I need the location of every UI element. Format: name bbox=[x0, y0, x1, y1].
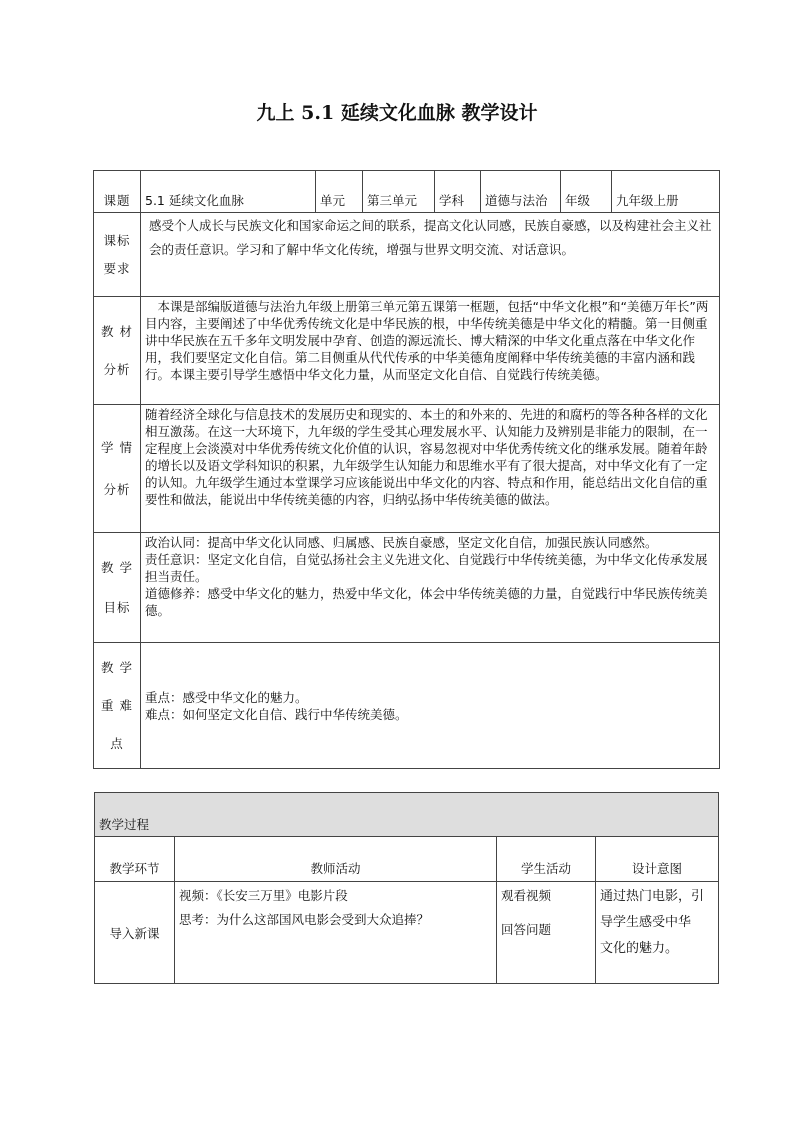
student-activity: 回答问题 bbox=[501, 922, 552, 937]
goal-item: 道德修养：感受中华文化的魅力，热爱中华文化，体会中华传统美德的力量，自觉践行中华民族传统美德。 bbox=[145, 586, 708, 618]
standard-label-line: 课标 bbox=[103, 232, 131, 248]
stage-cell: 导入新课 bbox=[95, 882, 175, 984]
teacher-activity: 思考：为什么这部国风电影会受到大众追捧？ bbox=[179, 912, 430, 927]
lesson-info-table bbox=[93, 170, 720, 769]
process-title-row bbox=[95, 793, 719, 837]
standard-label bbox=[94, 213, 141, 297]
keypoints-label-line: 点 bbox=[110, 735, 124, 751]
intent-line: 文化的魅力。 bbox=[600, 941, 679, 956]
info-row bbox=[94, 171, 720, 213]
intent-line: 导学生感受中华 bbox=[600, 915, 692, 930]
unit-label: 单元 bbox=[316, 171, 363, 213]
grade-label: 年级 bbox=[561, 171, 612, 213]
process-row bbox=[95, 882, 719, 984]
grade-value: 九年级上册 bbox=[612, 171, 720, 213]
students-text: 随着经济全球化与信息技术的发展历史和现实的、本土的和外来的、先进的和腐朽的等各种各样的文化相互激荡。在这一大环境下，九年级的学生受其心理发展水平、认知能力及辨别是非能力的限制，在一定程度上会淡漠对中华优秀传统文化价值的认识，容易忽视对中华优秀传统文化的继承发展。随着年龄的增长以及语文学科知识的积累，九年级学生认知能力和思维水平有了很大提高，对中华文化有了一定的认知。九年级学生通过本堂课学习应该能说出中华文化的内容、特点和作用，能总结出文化自信的重要性和做法，能说出中华传统美德的内容，归纳弘扬中华传统美德的做法。 bbox=[141, 405, 720, 533]
keypoints-label bbox=[94, 643, 141, 769]
goal-item: 责任意识：坚定文化自信，自觉弘扬社会主义先进文化、自觉践行中华传统美德，为中华文化传承发展担当责任。 bbox=[145, 552, 708, 584]
standard-row bbox=[94, 213, 720, 297]
keypoints-label-line: 教 学 bbox=[101, 659, 133, 675]
goals-row bbox=[94, 533, 720, 643]
material-row bbox=[94, 297, 720, 405]
goals-cell bbox=[141, 533, 720, 643]
students-label bbox=[94, 405, 141, 533]
students-label-line: 学 情 bbox=[101, 439, 133, 455]
standard-text: 感受个人成长与民族文化和国家命运之间的联系，提高文化认同感，民族自豪感，以及构建社会主义社会的责任意识。学习和了解中华文化传统，增强与世界文明交流、对话意识。 bbox=[141, 213, 720, 297]
difficult-point: 难点：如何坚定文化自信、践行中华传统美德。 bbox=[145, 707, 408, 722]
teacher-cell bbox=[175, 882, 497, 984]
intent-cell bbox=[596, 882, 719, 984]
students-label-line: 分析 bbox=[103, 481, 131, 497]
goals-label bbox=[94, 533, 141, 643]
standard-label-line: 要求 bbox=[103, 260, 131, 276]
topic-label: 课题 bbox=[94, 171, 141, 213]
header-intent: 设计意图 bbox=[596, 837, 719, 882]
process-title: 教学过程 bbox=[95, 793, 719, 837]
header-stage: 教学环节 bbox=[95, 837, 175, 882]
keypoints-cell bbox=[141, 643, 720, 769]
students-row bbox=[94, 405, 720, 533]
material-label bbox=[94, 297, 141, 405]
header-student: 学生活动 bbox=[497, 837, 596, 882]
process-header-row bbox=[95, 837, 719, 882]
material-label-line: 教 材 bbox=[101, 323, 133, 339]
goals-label-line: 教 学 bbox=[101, 559, 133, 575]
student-activity: 观看视频 bbox=[501, 888, 552, 903]
keypoints-label-line: 重 难 bbox=[101, 697, 133, 713]
teacher-activity: 视频：《长安三万里》电影片段 bbox=[179, 888, 348, 903]
header-teacher: 教师活动 bbox=[175, 837, 497, 882]
intent-line: 通过热门电影，引 bbox=[600, 889, 705, 904]
unit-value: 第三单元 bbox=[363, 171, 435, 213]
topic-value: 5.1 延续文化血脉 bbox=[141, 171, 316, 213]
process-table bbox=[94, 792, 719, 984]
goal-item: 政治认同：提高中华文化认同感、归属感、民族自豪感，坚定文化自信，加强民族认同感然。 bbox=[145, 535, 658, 550]
subject-value: 道德与法治 bbox=[481, 171, 561, 213]
document-title: 九上 5.1 延续文化血脉 教学设计 bbox=[256, 102, 538, 124]
student-cell bbox=[497, 882, 596, 984]
material-label-line: 分析 bbox=[103, 361, 131, 377]
goals-label-line: 目标 bbox=[103, 599, 131, 615]
keypoints-row bbox=[94, 643, 720, 769]
key-point: 重点：感受中华文化的魅力。 bbox=[145, 690, 308, 705]
material-text: 本课是部编版道德与法治九年级上册第三单元第五课第一框题，包括“中华文化根”和“美德万年长”两目内容，主要阐述了中华优秀传统文化是中华民族的根，中华传统美德是中华文化的精髓。第一目侧重讲中华民族在五千多年文明发展中孕育、创造的源远流长、博大精深的中华文化重点落在中华文化作用，我们要坚定文化自信。第二目侧重从代代传承的中华美德角度阐释中华传统美德的丰富内涵和践行。本课主要引导学生感悟中华文化力量，从而坚定文化自信、自觉践行传统美德。 bbox=[141, 297, 720, 405]
subject-label: 学科 bbox=[435, 171, 481, 213]
